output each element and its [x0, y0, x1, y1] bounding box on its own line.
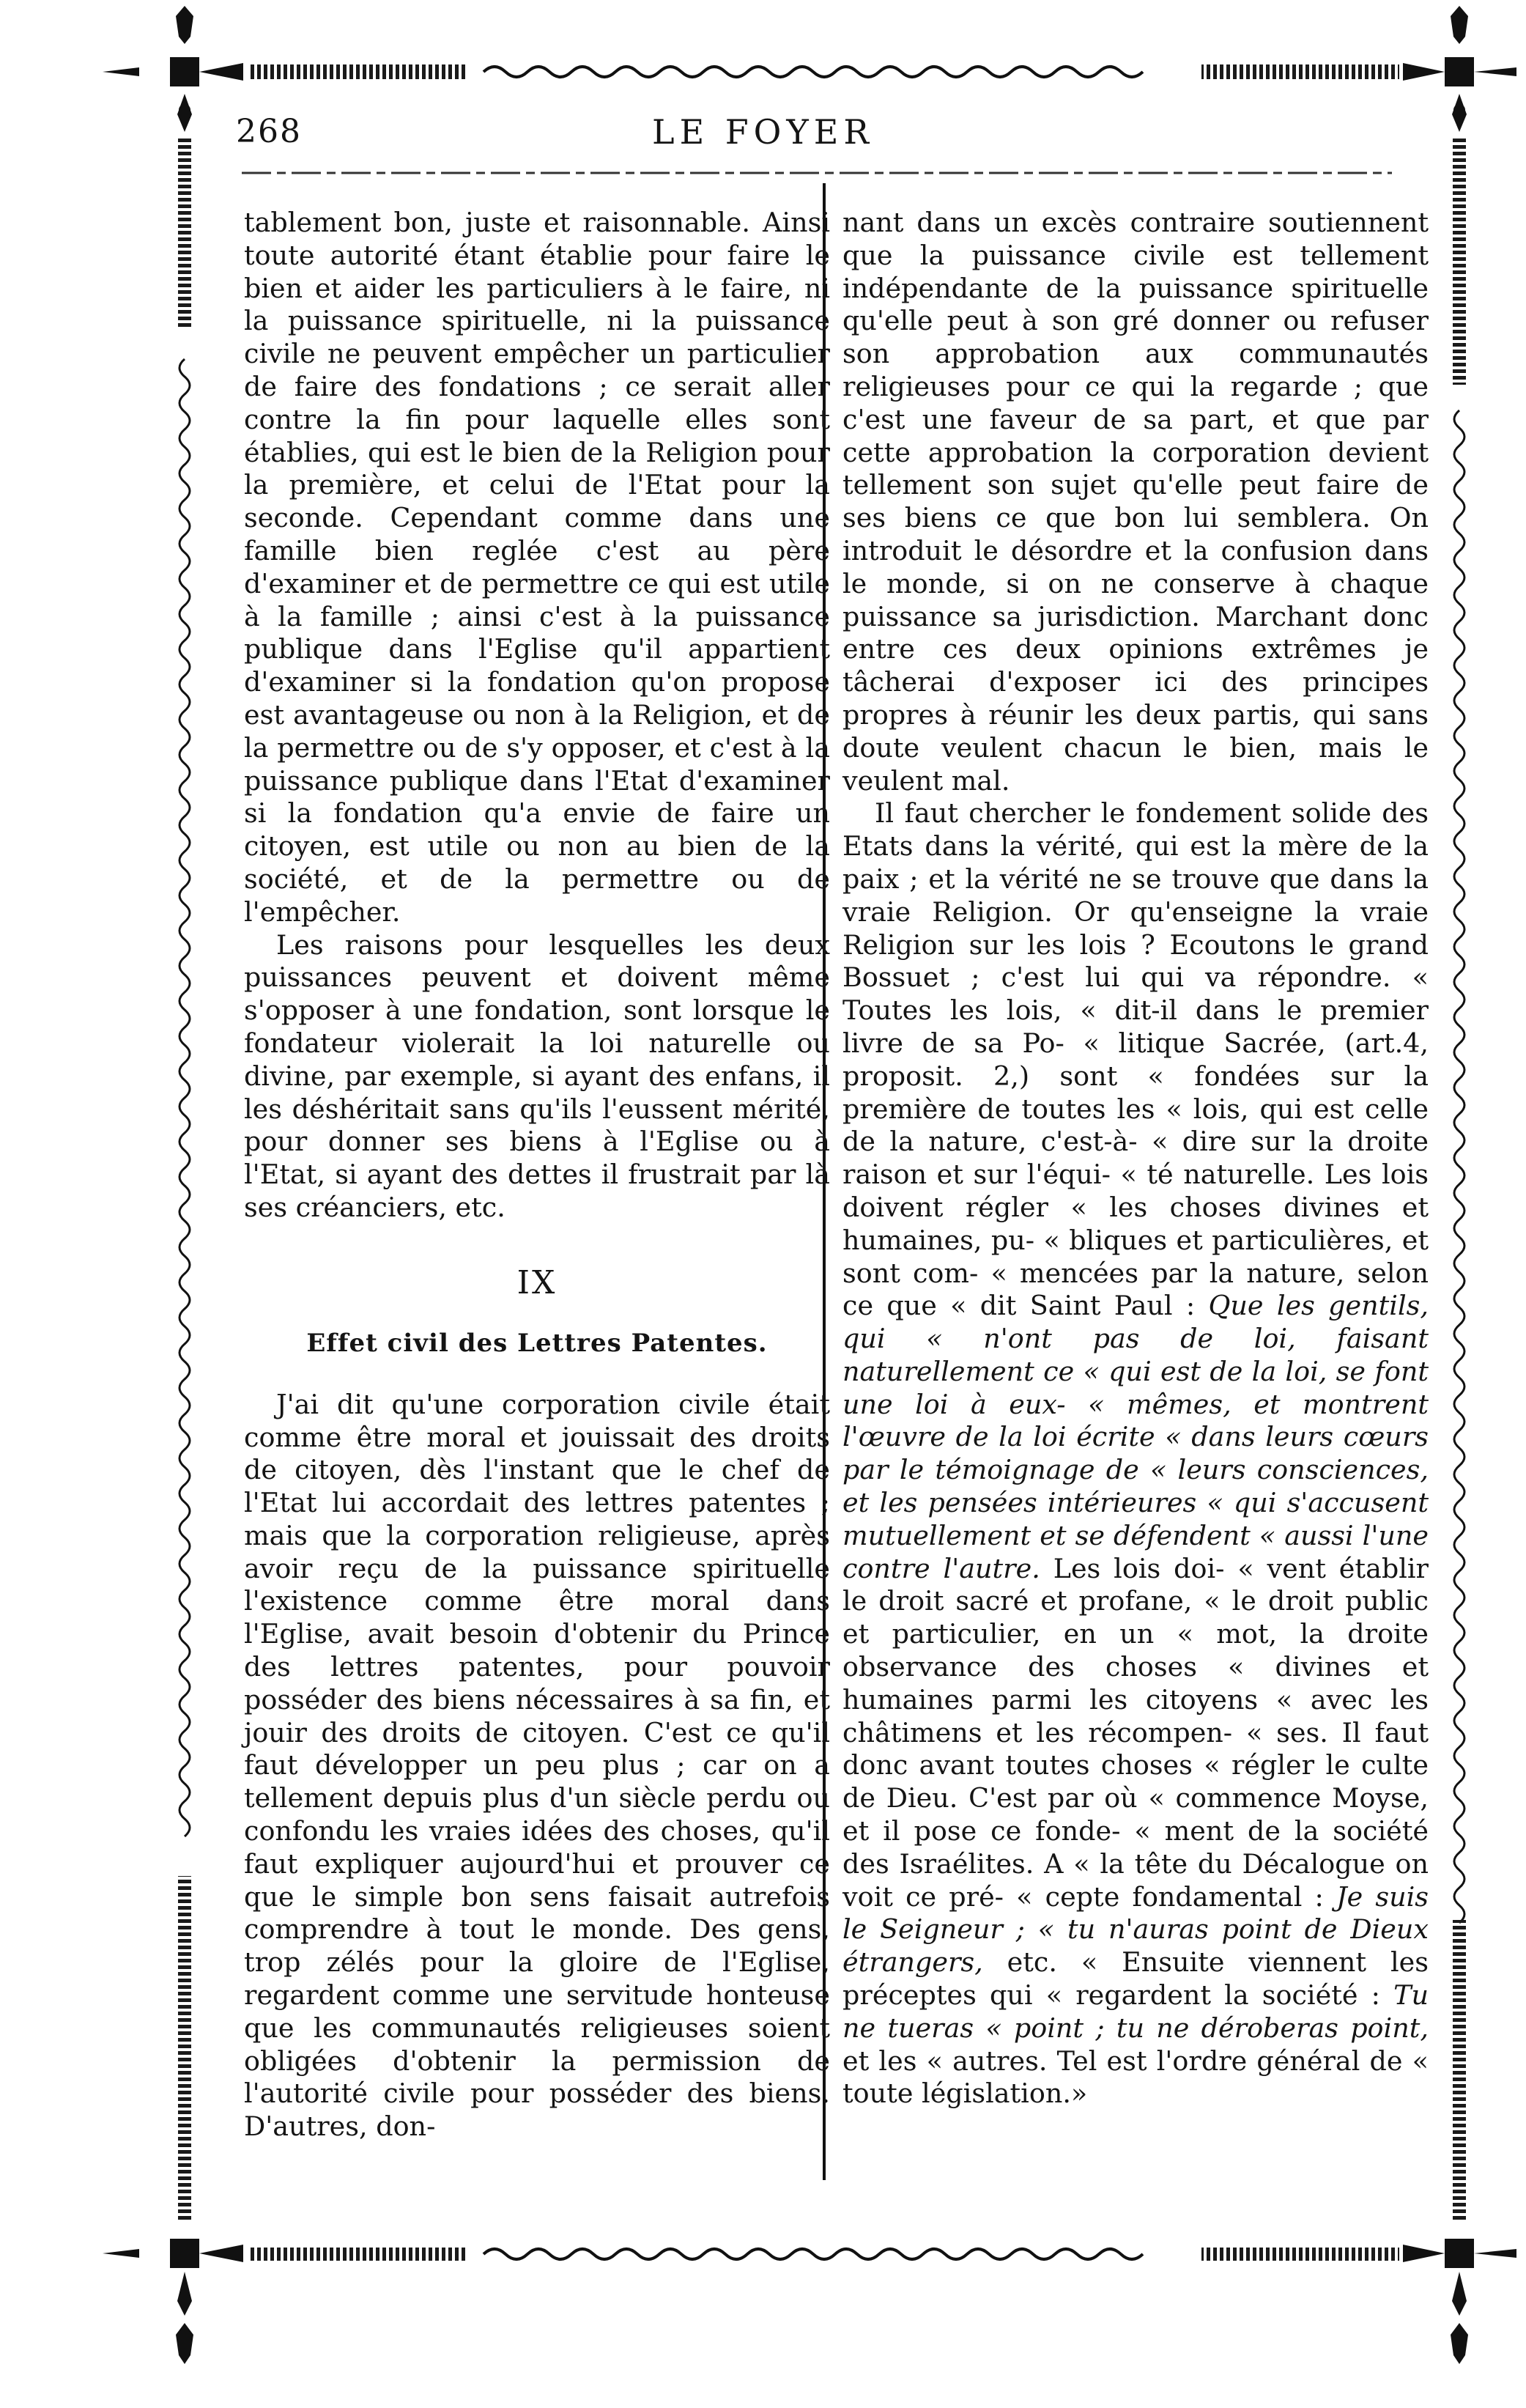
journal-title: LE FOYER — [652, 112, 874, 152]
bossuet-quote-text-d: et les « autres. Tel est l'ordre général de « toute législation.» — [842, 2045, 1429, 2110]
right-paragraph-1: nant dans un excès contraire soutiennent que la puissance civile est tellement indépendante de la puissance spirituelle qu'elle peut à son gré donner ou refuser son approbation aux communautés religieuses pour ce qui la regarde ; que c'est une faveur de sa part, et que par cette approbation la corporation devient tellement son sujet qu'elle peut faire de ses biens ce que bon lui semblera. On introduit le désordre et la confusion dans le monde, si on ne conserve à chaque puissance sa jurisdiction. Marchant donc entre ces deux opinions extrêmes je tâcherai d'exposer ici des principes propres à réunir les deux partis, qui sans doute veulent chacun le bien, mais le veulent mal. — [842, 207, 1429, 797]
right-paragraph-2 — [842, 797, 1429, 2110]
bottom-right-finial — [1451, 2272, 1468, 2364]
left-paragraph-3: J'ai dit qu'une corporation civile était comme être moral et jouissait des droits de citoyen, dès l'instant que le chef de l'Etat lui accordait des lettres patentes ; mais que la corporation religieuse, après avoir reçu de la puissance spirituelle l'existence comme être moral dans l'Eglise, avait besoin d'obtenir du Prince des lettres patentes, pour pouvoir posséder des biens nécessaires à sa fin, et jouir des droits de citoyen. C'est ce qu'il faut développer un peu plus ; car on a tellement depuis plus d'un siècle perdu ou confondu les vraies idées des choses, qu'il faut expliquer aujourd'hui et prouver ce que le simple bon sens faisait autrefois comprendre à tout le monde. Des gens, trop zélés pour la gloire de l'Eglise, regardent comme une servitude honteuse que les communautés religieuses soient obligées d'obtenir la permission de l'autorité civile pour posséder des biens. D'autres, don- — [244, 1388, 830, 2143]
left-border-ornament — [178, 136, 191, 2220]
left-paragraph-1: tablement bon, juste et raisonnable. Ainsi toute autorité étant établie pour faire le bien et aider les particuliers à le faire, ni la puissance spirituelle, ni la puissance civile ne peuvent empêcher un particulier de faire des fondations ; ce serait aller contre la fin pour laquelle elles sont établies, qui est le bien de la Religion pour la première, et celui de l'Etat pour la seconde. Cependant comme dans une famille bien reglée c'est au père d'examiner et de permettre ce qui est utile à la famille ; ainsi c'est à la puissance publique dans l'Eglise qu'il appartient d'examiner si la fondation qu'on propose est avantageuse ou non à la Religion, et de la permettre ou de s'y opposer, et c'est à la puissance publique dans l'Etat d'examiner si la fondation qu'a envie de faire un citoyen, est utile ou non au bien de la société, et de la permettre ou de l'empêcher. — [244, 207, 830, 928]
saint-paul-quote: Que les gentils, qui « n'ont pas de loi, faisant naturellement ce « qui est de la loi, se font une loi à eux- « mêmes, et montrent l'œuvre de la loi écrite « dans leurs cœurs par le témoignage de « leurs consciences, et les pensées intérieures « qui s'accusent mutuellement et se défendent « aussi l'une contre l'autre. — [842, 1290, 1429, 1584]
section-heading: Effet civil des Lettres Patentes. — [306, 1328, 768, 1358]
right-column — [842, 207, 1429, 2110]
decalogue-quote-1: Je suis le Seigneur ; « tu n'auras point de Dieux étrangers, — [842, 1880, 1429, 1979]
bossuet-quote-text-b: Les lois doi- « vent établir le droit sacré et profane, « le droit public et particulier, en un « mot, la droite observance des choses « divines et humaines parmi les citoyens « avec les châtimens et les récompen- « ses. Il faut donc avant toutes choses « régler le culte de Dieu. C'est par où « commence Moyse, et il pose ce fonde- « ment de la société des Israélites. A « la tête du Décalogue on voit ce pré- « cepte fondamental : — [842, 1552, 1429, 1913]
left-paragraph-2: Les raisons pour lesquelles les deux puissances peuvent et doivent même s'opposer à une fondation, sont lorsque le fondateur violerait la loi naturelle ou divine, par exemple, si ayant des enfans, il les déshéritait sans qu'ils l'eussent mérité, pour donner ses biens à l'Eglise ou à l'Etat, si ayant des dettes il frustrait par là ses créanciers, etc. — [244, 928, 830, 1223]
section-number: IX — [516, 1263, 558, 1301]
bottom-left-finial — [176, 2272, 193, 2364]
top-border-ornament — [103, 57, 1516, 86]
right-border-ornament — [1453, 136, 1466, 2220]
page-number: 268 — [236, 113, 302, 150]
bottom-border-ornament — [103, 2239, 1516, 2268]
bossuet-quote-text-a: Il faut chercher le fondement solide des Etats dans la vérité, qui est la mère de la paix ; et la vérité ne se trouve que dans la vraie Religion. Or qu'enseigne la vraie Religion sur les lois ? Ecoutons le grand Bossuet ; c'est lui qui va répondre. « Toutes les lois, « dit-il dans le premier livre de sa Po- « litique Sacrée, (art.4, proposit. 2,) sont « fondées sur la première de toutes les « lois, qui est celle de la nature, c'est-à- « dire sur la droite raison et sur l'équi- « té naturelle. Les lois doivent régler « les choses divines et humaines, pu- « bliques et particulières, et sont com- « mencées par la nature, selon ce que « dit Saint Paul : — [842, 797, 1429, 1322]
decalogue-quote-2: Tu ne tueras « point ; tu ne déroberas point, — [842, 1979, 1429, 2044]
bossuet-quote-text-c: etc. « Ensuite viennent les préceptes qui « regardent la société : — [842, 1946, 1429, 2012]
left-column — [244, 207, 830, 2143]
